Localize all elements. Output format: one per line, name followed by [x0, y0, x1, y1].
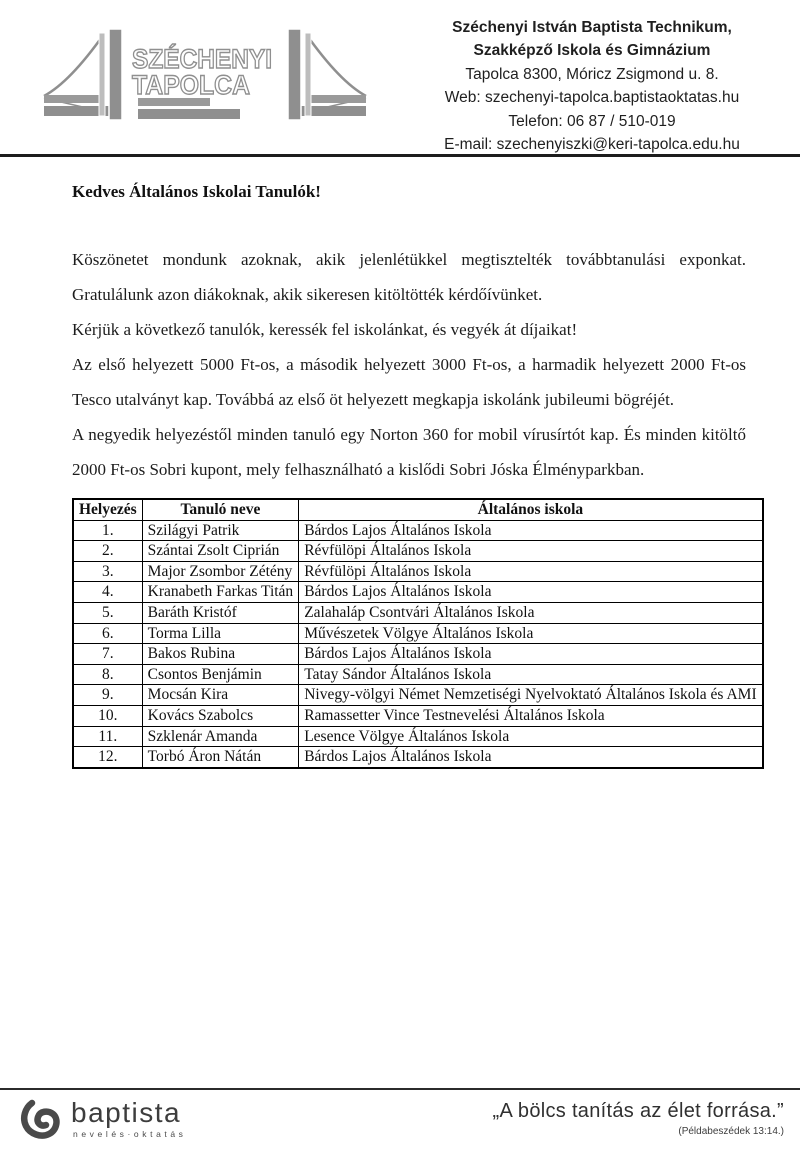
name-cell: Bakos Rubina	[142, 644, 299, 665]
school-cell: Bárdos Lajos Általános Iskola	[299, 747, 763, 768]
table-row	[73, 644, 763, 665]
letter-body	[72, 170, 757, 769]
school-web: Web: szechenyi-tapolca.baptistaoktatas.hu	[444, 89, 740, 107]
table-row	[73, 705, 763, 726]
school-bridge-logo	[42, 24, 368, 136]
table-row	[73, 541, 763, 562]
header-student-name: Tanuló neve	[142, 499, 299, 520]
school-cell: Zalahaláp Csontvári Általános Iskola	[299, 602, 763, 623]
table-row	[73, 561, 763, 582]
table-row	[73, 623, 763, 644]
paragraph-extra-prizes: A negyedik helyezéstől minden tanuló egy Norton 360 for mobil vírusírtót kap. És minden kitöltő 2000 Ft-os Sobri kupont, mely felhasználható a kislődi Sobri Jóska Élményparkban.	[72, 425, 746, 479]
table-row	[73, 685, 763, 706]
bridge-logo-icon	[42, 24, 368, 136]
baptista-subtitle: nevelés·oktatás	[73, 1129, 187, 1139]
name-cell: Szilágyi Patrik	[142, 520, 299, 541]
school-phone: Telefon: 06 87 / 510-019	[508, 112, 676, 130]
paragraph-thanks: Köszönetet mondunk azoknak, akik jelenlétükkel megtisztelték továbbtanulási exponkat. Gratulálunk azon diákoknak, akik sikeresen kitöltötték kérdőívünket.	[72, 250, 746, 304]
name-cell: Major Zsombor Zétény	[142, 561, 299, 582]
baptista-wordmark: baptista	[71, 1097, 182, 1128]
header-school: Általános iskola	[299, 499, 763, 520]
table-row	[73, 582, 763, 603]
name-cell: Csontos Benjámin	[142, 664, 299, 685]
paragraph-prizes: Az első helyezett 5000 Ft-os, a második helyezett 3000 Ft-os, a harmadik helyezett 2000 Ft-os Tesco utalványt kap. Továbbá az első öt helyezett megkapja iskolánk jubileumi bögréjét.	[72, 355, 746, 409]
rank-cell: 5.	[73, 602, 142, 623]
rank-cell: 8.	[73, 664, 142, 685]
school-cell: Bárdos Lajos Általános Iskola	[299, 582, 763, 603]
baptista-swirl-icon	[20, 1098, 64, 1140]
school-cell: Bárdos Lajos Általános Iskola	[299, 644, 763, 665]
footer-divider	[0, 1088, 800, 1090]
baptista-logo	[20, 1098, 187, 1140]
name-cell: Kovács Szabolcs	[142, 705, 299, 726]
name-cell: Baráth Kristóf	[142, 602, 299, 623]
school-cell: Nivegy-völgyi Német Nemzetiségi Nyelvoktató Általános Iskola és AMI	[299, 685, 763, 706]
school-cell: Révfülöpi Általános Iskola	[299, 561, 763, 582]
quote-text: „A bölcs tanítás az élet forrása.”	[492, 1100, 784, 1122]
quote-source: (Példabeszédek 13:14.)	[678, 1126, 784, 1137]
rank-cell: 12.	[73, 747, 142, 768]
paragraph-invite: Kérjük a következő tanulók, keressék fel iskolánkat, és vegyék át díjaikat!	[72, 320, 578, 339]
salutation: Kedves Általános Iskolai Tanulók!	[72, 182, 321, 201]
logo-wordmark-line2: TAPOLCA	[132, 70, 250, 100]
name-cell: Torbó Áron Nátán	[142, 747, 299, 768]
name-cell: Szklenár Amanda	[142, 726, 299, 747]
rank-cell: 9.	[73, 685, 142, 706]
table-row	[73, 747, 763, 768]
rank-cell: 6.	[73, 623, 142, 644]
school-address: Tapolca 8300, Móricz Zsigmond u. 8.	[465, 65, 719, 83]
school-name-line1: Széchenyi István Baptista Technikum,	[452, 19, 732, 36]
school-cell: Tatay Sándor Általános Iskola	[299, 664, 763, 685]
school-cell: Művészetek Völgye Általános Iskola	[299, 623, 763, 644]
rank-cell: 7.	[73, 644, 142, 665]
footer-quote-block	[493, 1100, 784, 1137]
baptista-wordmark-block	[71, 1098, 187, 1139]
table-row	[73, 664, 763, 685]
table-header-row	[73, 499, 763, 520]
results-table	[72, 498, 764, 769]
school-email: E-mail: szechenyiszki@keri-tapolca.edu.hu	[444, 136, 740, 154]
name-cell: Mocsán Kira	[142, 685, 299, 706]
school-cell: Ramassetter Vince Testnevelési Általános Iskola	[299, 705, 763, 726]
school-cell: Lesence Völgye Általános Iskola	[299, 726, 763, 747]
name-cell: Torma Lilla	[142, 623, 299, 644]
header-rank: Helyezés	[73, 499, 142, 520]
table-row	[73, 520, 763, 541]
rank-cell: 1.	[73, 520, 142, 541]
table-row	[73, 602, 763, 623]
school-cell: Révfülöpi Általános Iskola	[299, 541, 763, 562]
letterhead-divider	[0, 154, 800, 157]
rank-cell: 11.	[73, 726, 142, 747]
name-cell: Kranabeth Farkas Titán	[142, 582, 299, 603]
school-cell: Bárdos Lajos Általános Iskola	[299, 520, 763, 541]
rank-cell: 3.	[73, 561, 142, 582]
rank-cell: 2.	[73, 541, 142, 562]
table-row	[73, 726, 763, 747]
logo-wordmark-line1: SZÉCHENYI	[132, 44, 287, 74]
name-cell: Szántai Zsolt Ciprián	[142, 541, 299, 562]
school-name-line2: Szakképző Iskola és Gimnázium	[473, 42, 711, 60]
rank-cell: 4.	[73, 582, 142, 603]
rank-cell: 10.	[73, 705, 142, 726]
letterhead-contact-block	[394, 16, 790, 156]
